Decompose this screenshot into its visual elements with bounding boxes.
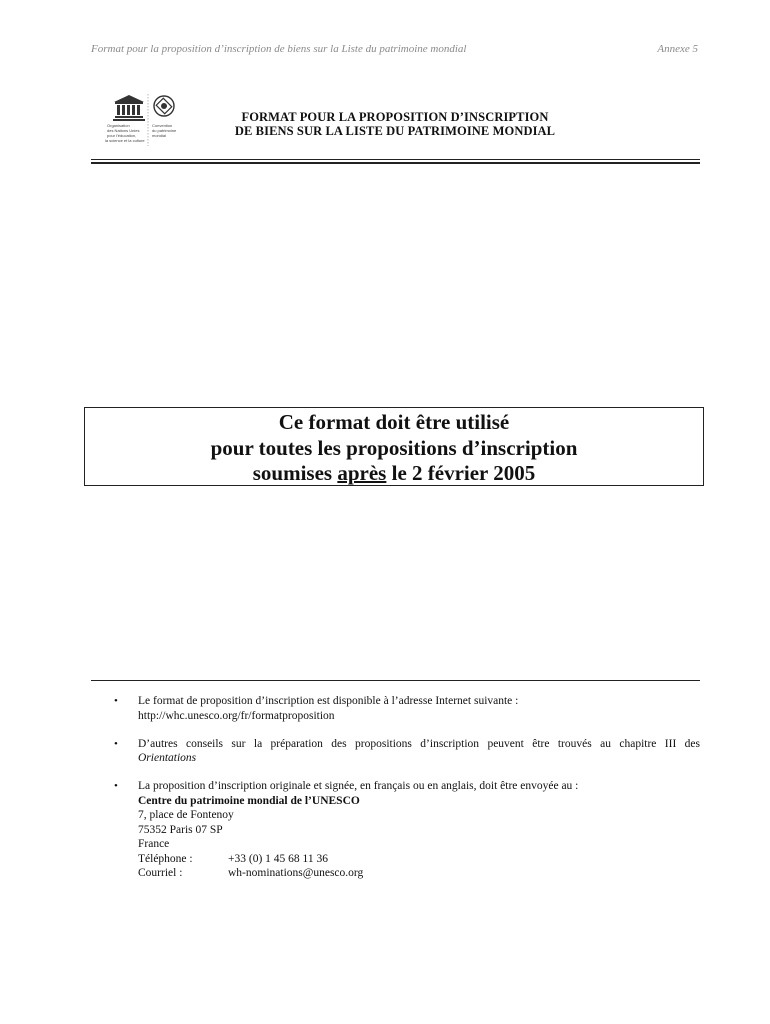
unesco-whc-logo bbox=[104, 92, 188, 148]
convention-line-2: du patrimoine bbox=[152, 128, 177, 133]
notice-line-3-after: le 2 février 2005 bbox=[386, 461, 536, 485]
email-row bbox=[138, 866, 700, 881]
unesco-org-line-2: des Nations Unies bbox=[107, 128, 140, 133]
phone-label: Téléphone : bbox=[138, 852, 193, 865]
orientations-ref: Orientations bbox=[138, 752, 197, 764]
note-3-text: La proposition d’inscription originale et signée, en français ou en anglais, doit être envoyée au : bbox=[138, 780, 579, 792]
address-line: 75352 Paris 07 SP bbox=[138, 823, 223, 836]
notice-box bbox=[84, 407, 704, 486]
list-item bbox=[112, 779, 700, 881]
unesco-org-line-3: pour l'éducation, bbox=[107, 133, 137, 138]
org-name: Centre du patrimoine mondial de l’UNESCO bbox=[138, 794, 360, 807]
phone-value: +33 (0) 1 45 68 11 36 bbox=[228, 852, 328, 865]
note-1-text: Le format de proposition d’inscription est disponible à l’adresse Internet suivante : bbox=[138, 695, 519, 707]
annex-label: Annexe 5 bbox=[657, 43, 698, 55]
format-url-link[interactable]: http://whc.unesco.org/fr/formatproposition bbox=[138, 709, 335, 722]
note-2-text: D’autres conseils sur la préparation des propositions d’inscription peuvent être trouvés au chapitre III des bbox=[138, 737, 700, 750]
list-item bbox=[112, 737, 700, 766]
title-line-2: DE BIENS SUR LA LISTE DU PATRIMOINE MONDIAL bbox=[234, 124, 556, 138]
email-label: Courriel : bbox=[138, 867, 183, 879]
running-header bbox=[91, 43, 698, 55]
bullet-icon: • bbox=[114, 780, 118, 792]
footer-rule bbox=[91, 680, 700, 681]
convention-line-1: Convention bbox=[152, 123, 173, 128]
notice-line-1: Ce format doit être utilisé bbox=[278, 410, 510, 434]
unesco-org-line-1: Organisation bbox=[107, 123, 130, 128]
notice-line-3 bbox=[85, 461, 703, 487]
notice-underlined-word: après bbox=[337, 461, 387, 485]
list-item bbox=[112, 694, 700, 723]
bullet-icon: • bbox=[114, 737, 118, 750]
notes-list bbox=[112, 694, 700, 894]
email-value[interactable]: wh-nominations@unesco.org bbox=[228, 867, 364, 879]
title-line-1: FORMAT POUR LA PROPOSITION D’INSCRIPTION bbox=[241, 110, 549, 124]
unesco-temple-and-emblem-icon bbox=[104, 92, 188, 148]
phone-row bbox=[138, 852, 700, 867]
notice-line-2: pour toutes les propositions d’inscription bbox=[210, 435, 578, 460]
address-line: 7, place de Fontenoy bbox=[138, 809, 234, 821]
running-title: Format pour la proposition d’inscription de biens sur la Liste du patrimoine mondial bbox=[91, 43, 467, 55]
bullet-icon: • bbox=[114, 695, 118, 707]
document-title bbox=[195, 110, 595, 138]
unesco-org-line-4: la science et la culture bbox=[105, 138, 145, 143]
notice-line-3-before: soumises bbox=[252, 461, 338, 485]
convention-line-3: mondial bbox=[152, 133, 167, 138]
title-rule-thick bbox=[91, 162, 700, 164]
address-line: France bbox=[138, 838, 170, 850]
title-rule-thin bbox=[91, 159, 700, 160]
